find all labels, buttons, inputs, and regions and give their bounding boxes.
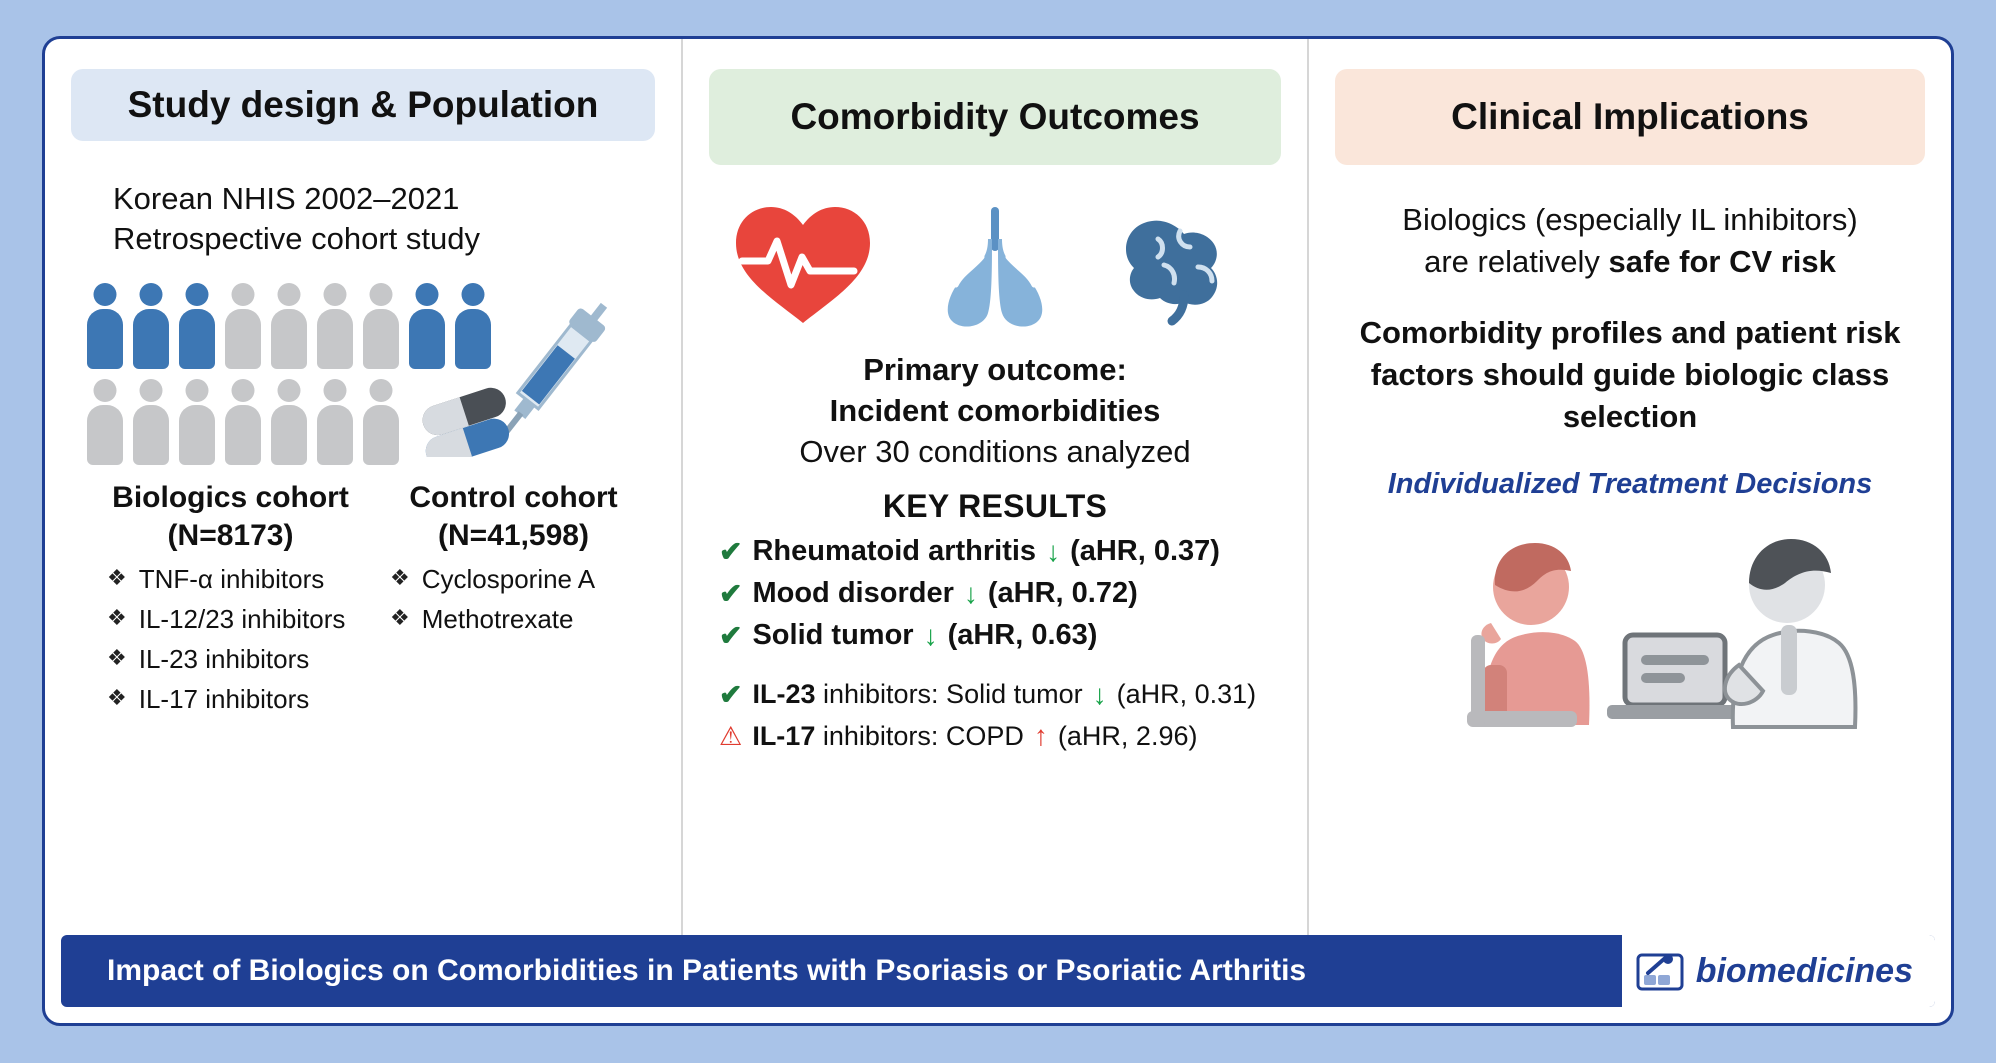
infographic-frame — [42, 36, 1954, 1026]
organ-icons — [709, 199, 1281, 329]
journal-logo — [1622, 935, 1935, 1007]
columns-container — [45, 39, 1951, 969]
key-result-label: Solid tumor — [752, 619, 914, 652]
list-item — [107, 644, 372, 675]
diamond-bullet-icon: ❖ — [107, 685, 127, 711]
check-icon: ✔ — [719, 620, 743, 652]
lungs-icon — [920, 199, 1070, 329]
footer-banner — [61, 935, 1935, 1007]
key-result-stat: (aHR, 0.37) — [1070, 535, 1220, 568]
key-result-label: Mood disorder — [752, 577, 954, 610]
list-item-label: IL-17 inhibitors — [138, 684, 310, 715]
biomedicines-logo-icon — [1634, 947, 1686, 995]
key-results-title: KEY RESULTS — [882, 488, 1108, 525]
study-source-line: Korean NHIS 2002–2021 — [113, 180, 460, 216]
list-item-label: IL-12/23 inhibitors — [138, 604, 346, 635]
primary-outcome-value: Incident comorbidities — [829, 392, 1161, 428]
people-group-icon — [71, 283, 655, 473]
key-result-row — [719, 619, 1281, 652]
sub-result-drug: IL-17 — [752, 720, 816, 751]
primary-outcome-block — [709, 349, 1281, 473]
arrow-down-icon: ↓ — [1046, 535, 1061, 567]
column-comorbidity-outcomes — [683, 39, 1309, 969]
arrow-down-icon: ↓ — [1092, 678, 1107, 710]
list-item — [390, 564, 655, 595]
column-one-header: Study design & Population — [71, 69, 655, 141]
implication-emphasis: safe for CV risk — [1608, 243, 1836, 279]
heart-icon — [728, 199, 878, 329]
list-item — [390, 604, 655, 635]
implication-paragraph-one — [1335, 199, 1925, 283]
list-item-label: TNF-α inhibitors — [138, 564, 325, 595]
diamond-bullet-icon: ❖ — [107, 565, 127, 591]
warning-icon: ⚠ — [719, 720, 743, 751]
implication-line-one: Biologics (especially IL inhibitors) — [1402, 201, 1858, 237]
diamond-bullet-icon: ❖ — [107, 645, 127, 671]
control-cohort-list — [372, 564, 655, 635]
arrow-down-icon: ↓ — [963, 577, 978, 609]
sub-result-row — [719, 720, 1281, 752]
study-design-line: Retrospective cohort study — [113, 220, 481, 256]
control-cohort — [372, 479, 655, 724]
arrow-up-icon: ↑ — [1033, 720, 1048, 752]
key-result-row — [719, 535, 1281, 568]
primary-outcome-note: Over 30 conditions analyzed — [799, 434, 1191, 470]
biologics-cohort-n: (N=8173) — [167, 518, 294, 552]
sub-result-drug: IL-23 — [752, 679, 816, 710]
list-item — [107, 604, 372, 635]
biologics-cohort — [89, 479, 372, 724]
sub-result-label: inhibitors: COPD — [815, 720, 1024, 751]
column-clinical-implications — [1309, 39, 1951, 969]
list-item-label: Cyclosporine A — [421, 564, 596, 595]
footer-title: Impact of Biologics on Comorbidities in Patients with Psoriasis or Psoriatic Arthritis — [107, 954, 1307, 987]
check-icon: ✔ — [719, 679, 743, 711]
key-result-label: Rheumatoid arthritis — [752, 535, 1037, 568]
biologics-cohort-list — [89, 564, 372, 715]
check-icon: ✔ — [719, 536, 743, 568]
key-result-stat: (aHR, 0.63) — [947, 619, 1098, 652]
doctor-patient-consultation-icon — [1335, 515, 1925, 735]
key-result-stat: (aHR, 0.72) — [987, 577, 1138, 610]
key-result-row — [719, 577, 1281, 610]
column-study-design — [45, 39, 683, 969]
sub-result-stat: (aHR, 2.96) — [1057, 720, 1198, 751]
pills-icon — [415, 387, 535, 457]
sub-result-row — [719, 678, 1281, 711]
people-row-top — [85, 283, 493, 369]
implication-paragraph-two: Comorbidity profiles and patient risk factors should guide biologic class selection — [1359, 315, 1901, 435]
diamond-bullet-icon: ❖ — [107, 605, 127, 631]
sub-results-list — [719, 678, 1281, 752]
study-description — [71, 179, 655, 260]
implication-line-two: are relatively — [1424, 243, 1609, 279]
column-three-header: Clinical Implications — [1335, 69, 1925, 165]
control-cohort-title: Control cohort — [409, 481, 618, 515]
primary-outcome-label: Primary outcome: — [863, 351, 1127, 387]
brain-icon — [1112, 199, 1262, 329]
list-item — [107, 564, 372, 595]
sub-result-stat: (aHR, 0.31) — [1116, 679, 1257, 710]
people-row-bottom — [85, 379, 401, 465]
journal-name: biomedicines — [1695, 951, 1913, 990]
cohorts-container — [71, 479, 655, 724]
diamond-bullet-icon: ❖ — [390, 565, 410, 591]
sub-result-label: inhibitors: Solid tumor — [815, 679, 1083, 710]
control-cohort-n: (N=41,598) — [438, 518, 589, 552]
list-item-label: IL-23 inhibitors — [138, 644, 310, 675]
key-results-list — [709, 535, 1281, 752]
check-icon: ✔ — [719, 578, 743, 610]
column-two-header: Comorbidity Outcomes — [709, 69, 1281, 165]
biologics-cohort-title: Biologics cohort — [112, 481, 349, 515]
individualized-treatment-note: Individualized Treatment Decisions — [1387, 467, 1873, 500]
list-item — [107, 684, 372, 715]
diamond-bullet-icon: ❖ — [390, 605, 410, 631]
list-item-label: Methotrexate — [421, 604, 574, 635]
arrow-down-icon: ↓ — [923, 619, 938, 651]
